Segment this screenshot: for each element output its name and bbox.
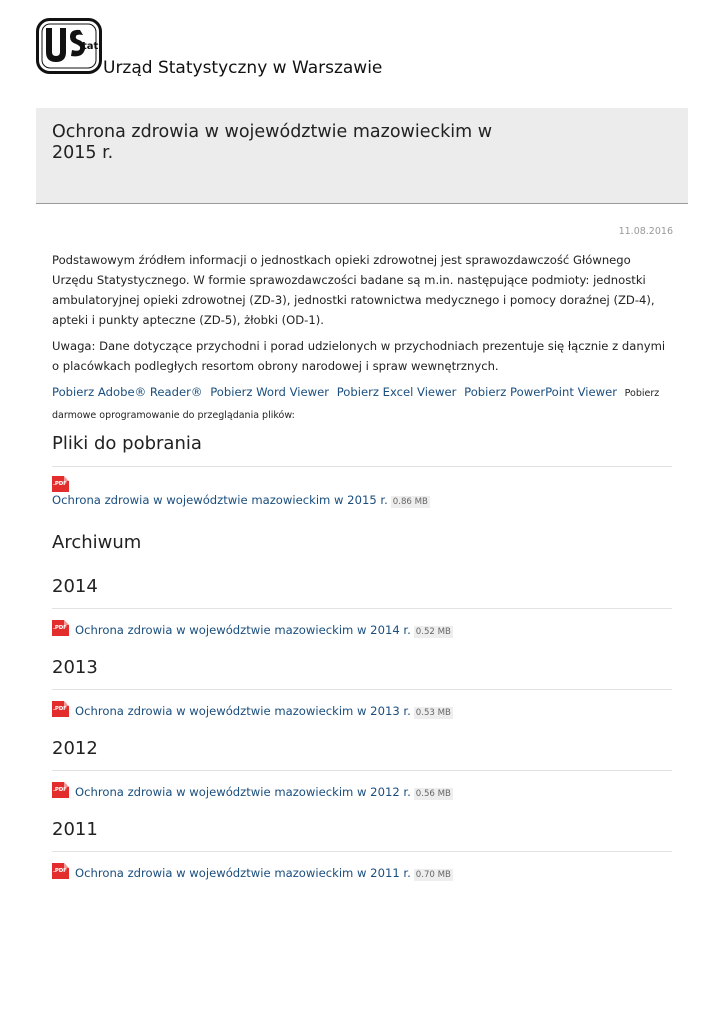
pdf-icon: .PDF	[52, 476, 69, 492]
file-size: 0.52 MB	[415, 627, 451, 637]
link-word-viewer[interactable]: Pobierz Word Viewer	[210, 385, 330, 399]
ustat-logo	[36, 18, 102, 74]
divider	[52, 851, 672, 852]
file-size: 0.56 MB	[415, 789, 451, 799]
divider	[52, 466, 672, 467]
paragraph-note: Uwaga: Dane dotyczące przychodni i porad udzielonych w przychodniach prezentuje się łącznie z danymi o placówkach podległych resortom obrony narodowej i spraw wewnętrznych.	[52, 339, 666, 373]
divider	[52, 770, 672, 771]
file-size: 0.86 MB	[392, 497, 428, 507]
pdf-icon: .PDF	[52, 620, 69, 636]
viewer-note: Pobierz darmowe oprogramowanie do przeglądania plików:	[52, 388, 660, 421]
archive-link[interactable]: Ochrona zdrowia w województwie mazowieckim w 2013 r.	[75, 704, 411, 718]
title-banner	[36, 108, 688, 204]
archive-heading: Archiwum	[52, 532, 142, 553]
page-title: Ochrona zdrowia w województwie mazowieckim w 2015 r.	[52, 122, 493, 163]
pdf-icon: .PDF	[52, 782, 69, 798]
downloads-heading: Pliki do pobrania	[52, 433, 202, 454]
archive-file-2013	[52, 701, 453, 718]
year-heading-2014: 2014	[52, 576, 98, 597]
divider	[52, 689, 672, 690]
pdf-icon: .PDF	[52, 863, 69, 879]
download-file-2015	[52, 476, 430, 507]
year-heading-2013: 2013	[52, 657, 98, 678]
publication-date: 11.08.2016	[618, 226, 673, 237]
download-link[interactable]: Ochrona zdrowia w województwie mazowieckim w 2015 r.	[52, 493, 388, 507]
pdf-icon: .PDF	[52, 701, 69, 717]
file-size: 0.70 MB	[415, 870, 451, 880]
archive-file-2014	[52, 620, 453, 637]
archive-link[interactable]: Ochrona zdrowia w województwie mazowieckim w 2011 r.	[75, 866, 411, 880]
divider	[52, 608, 672, 609]
viewer-links	[52, 382, 674, 426]
link-adobe-reader[interactable]: Pobierz Adobe® Reader®	[52, 385, 203, 399]
org-name[interactable]: Urząd Statystyczny w Warszawie	[103, 58, 383, 78]
archive-link[interactable]: Ochrona zdrowia w województwie mazowieckim w 2014 r.	[75, 623, 411, 637]
year-heading-2011: 2011	[52, 819, 98, 840]
article-body	[52, 250, 674, 426]
year-heading-2012: 2012	[52, 738, 98, 759]
file-size: 0.53 MB	[415, 708, 451, 718]
paragraph-sources: Podstawowym źródłem informacji o jednostkach opieki zdrowotnej jest sprawozdawczość Głównego Urzędu Statystycznego. W formie sprawozdawczości badane są m.in. następujące podmioty: jednostki ambulatoryjnej opieki zdrowotnej (ZD-3), jednostki ratownictwa medycznego i pomocy doraźnej (ZD-4), apteki i punkty apteczne (ZD-5), żłobki (OD-1).	[52, 253, 655, 327]
link-powerpoint-viewer[interactable]: Pobierz PowerPoint Viewer	[464, 385, 617, 399]
svg-text:tat: tat	[82, 41, 99, 52]
link-excel-viewer[interactable]: Pobierz Excel Viewer	[336, 385, 457, 399]
archive-file-2012	[52, 782, 453, 799]
archive-link[interactable]: Ochrona zdrowia w województwie mazowieckim w 2012 r.	[75, 785, 411, 799]
archive-file-2011	[52, 863, 453, 880]
header	[36, 18, 686, 80]
